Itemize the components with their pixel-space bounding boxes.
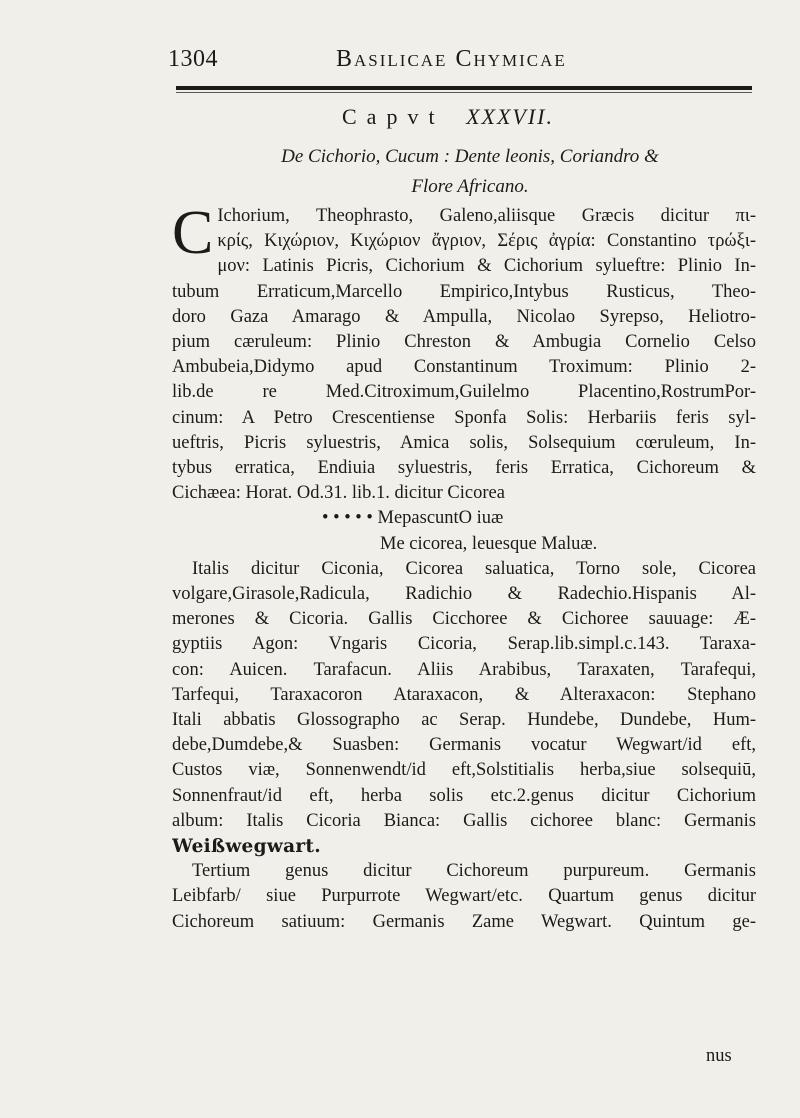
header-rule [176,86,752,90]
text-line: tubum Erraticum,Marcello Empirico,Intybus Rusticus, Theo- [172,281,756,302]
text-line: Italis dicitur Ciconia, Cicorea saluatica, Torno sole, Cicorea [192,558,756,579]
text-line: gyptiis Agon: Vngaris Cicoria, Serap.lib.simpl.c.143. Taraxa- [172,634,756,655]
text-line: Tertium genus dicitur Cichoreum purpureum. Germanis [192,861,756,882]
text-line: Ichorium, Theophrasto, Galeno,aliisque Græcis dicitur πι- [217,206,756,226]
text-line: album: Italis Cicoria Bianca: Gallis cichoree blanc: Germanis [172,810,756,831]
text-line: Weißwegwart. [172,836,321,858]
text-line: pium cæruleum: Plinio Chreston & Ambugia Cornelio Celso [172,332,756,353]
text-line: μον: Latinis Picris, Cichorium & Cichorium sylueftre: Plinio In- [217,256,756,277]
chapter-number: XXXVII. [466,104,554,129]
body-text [172,199,756,935]
verse-line-1: • • • • • MepascuntO iuæ [322,508,504,529]
text-line: doro Gaza Amarago & Ampulla, Nicolao Syrepso, Heliotro- [172,306,756,327]
text-line: Custos viæ, Sonnenwendt/id eft,Solstitialis herba,siue solsequiū, [172,760,756,781]
text-line: Tarfequi, Taraxacoron Ataraxacon, & Alteraxacon: Stephano [172,684,756,705]
text-line: Leibfarb/ siue Purpurrote Wegwart/etc. Quartum genus dicitur [172,886,756,907]
text-line: tybus erratica, Endiuia syluestris, feris Erratica, Cichoreum & [172,458,756,479]
text-line: ueftris, Picris syluestris, Amica solis, Solsequium cœruleum, In- [172,432,756,453]
text-line: con: Auicen. Tarafacun. Aliis Arabibus, Taraxaten, Tarafequi, [172,659,756,680]
text-line: lib.de re Med.Citroximum,Guilelmo Placentino,RostrumPor- [172,382,756,403]
text-line: merones & Cicoria. Gallis Cicchoree & Cichoree sauuage: Æ- [172,609,756,630]
chapter-subtitle [180,142,760,202]
page-header [168,42,768,82]
text-line: Ambubeia,Didymo apud Constantinum Troximum: Plinio 2- [172,357,756,378]
text-line: Cichoreum satiuum: Germanis Zame Wegwart. Quintum ge- [172,911,756,932]
text-line: debe,Dumdebe,& Suasben: Germanis vocatur Wegwart/id eft, [172,735,756,756]
text-line: Itali abbatis Glossographo ac Serap. Hundebe, Dundebe, Hum- [172,710,756,731]
verse-line-2: Me cicorea, leuesque Maluæ. [380,533,598,554]
chapter-heading [342,104,554,130]
header-rule-thin [176,92,752,93]
catchword: nus [706,1046,732,1066]
text-line: Sonnenfraut/id eft, herba solis etc.2.genus dicitur Cichorium [172,785,756,806]
text-line: cinum: A Petro Crescentiense Sponfa Solis: Herbariis feris syl- [172,407,756,428]
page-number: 1304 [168,46,218,72]
running-title: Basilicae Chymicae [336,46,567,72]
text-line: κρίς, Κιχώριον, Κιχώριον ἄγριον, Σέρις ἀγρία: Constantino τρώξι- [217,231,756,252]
subtitle-line-1: De Cichorio, Cucum : Dente leonis, Coriandro & [281,146,659,167]
text-line: volgare,Girasole,Radicula, Radichio & Radechio.Hispanis Al- [172,584,756,605]
text-line: Cichæea: Horat. Od.31. lib.1. dicitur Cicorea [172,483,505,504]
drop-cap: C [172,199,214,267]
subtitle-line-2: Flore Africano. [411,176,529,197]
chapter-label: Capvt [342,104,445,129]
